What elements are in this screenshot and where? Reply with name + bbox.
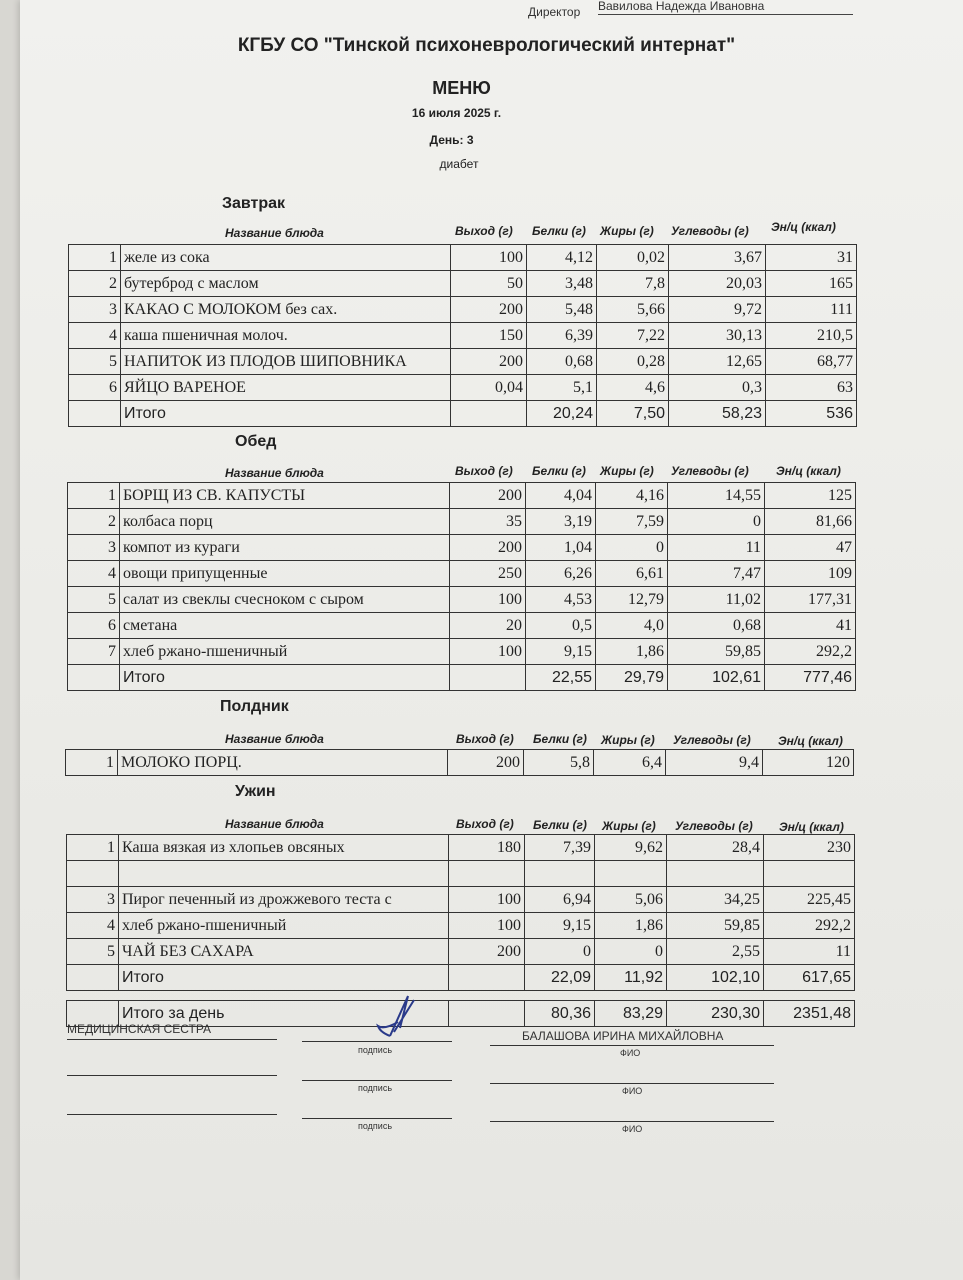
- carbs-value: 0,3: [669, 375, 766, 401]
- carbs-value: 34,25: [667, 887, 764, 913]
- sign-caption: подпись: [358, 1121, 393, 1131]
- page-title: МЕНЮ: [432, 78, 491, 98]
- carbs-total: 102,10: [667, 965, 764, 991]
- carbs-value: 9,72: [669, 297, 766, 323]
- energy-value: 292,2: [764, 913, 855, 939]
- energy-value: 81,66: [765, 509, 856, 535]
- protein-value: 0,68: [527, 349, 597, 375]
- table-row: [69, 245, 857, 271]
- dish-name: [119, 861, 449, 887]
- energy-value: 177,31: [765, 587, 856, 613]
- row-number: 5: [67, 939, 119, 965]
- dish-name: сметана: [120, 613, 450, 639]
- col-fat: Жиры (г): [600, 224, 654, 238]
- col-energy: Эн/ц (ккал): [779, 820, 844, 834]
- col-protein: Белки (г): [532, 224, 586, 238]
- row-number: 1: [66, 750, 118, 776]
- col-name: Название блюда: [225, 226, 324, 240]
- protein-value: 6,94: [525, 887, 595, 913]
- energy-value: 63: [766, 375, 857, 401]
- signature-line: [490, 1045, 774, 1046]
- row-number: 7: [68, 639, 120, 665]
- fat-value: [595, 861, 667, 887]
- energy-value: 125: [765, 483, 856, 509]
- protein-total: 80,36: [525, 1001, 595, 1027]
- energy-value: 225,45: [764, 887, 855, 913]
- snack-table: [65, 749, 854, 776]
- energy-value: 109: [765, 561, 856, 587]
- protein-value: 3,19: [526, 509, 596, 535]
- total-label: Итого: [119, 965, 449, 991]
- carbs-value: 12,65: [669, 349, 766, 375]
- fat-total: 83,29: [595, 1001, 667, 1027]
- row-number: 4: [68, 561, 120, 587]
- output-value: 100: [449, 913, 525, 939]
- total-row: [69, 401, 857, 427]
- table-row: [69, 271, 857, 297]
- carbs-value: 0: [668, 509, 765, 535]
- dish-name: овощи припущенные: [120, 561, 450, 587]
- output-value: 100: [451, 245, 527, 271]
- table-row: [66, 750, 854, 776]
- dish-name: салат из свеклы счесноком с сыром: [120, 587, 450, 613]
- col-output: Выход (г): [456, 732, 514, 746]
- carbs-value: 7,47: [668, 561, 765, 587]
- col-energy: Эн/ц (ккал): [771, 220, 836, 234]
- protein-value: 4,53: [526, 587, 596, 613]
- table-row: [68, 639, 856, 665]
- carbs-total: 102,61: [668, 665, 765, 691]
- protein-value: 9,15: [525, 913, 595, 939]
- row-number: [69, 401, 121, 427]
- row-number: 6: [69, 375, 121, 401]
- row-number: 1: [68, 483, 120, 509]
- carbs-value: 30,13: [669, 323, 766, 349]
- col-name: Название блюда: [225, 732, 324, 746]
- protein-value: 9,15: [526, 639, 596, 665]
- row-number: 2: [68, 509, 120, 535]
- dinner-column-headers: [0, 815, 963, 834]
- dish-name: БОРЩ ИЗ СВ. КАПУСТЫ: [120, 483, 450, 509]
- protein-value: 6,26: [526, 561, 596, 587]
- row-number: 2: [69, 271, 121, 297]
- output-value: [449, 965, 525, 991]
- row-number: 4: [67, 913, 119, 939]
- fat-value: 12,79: [596, 587, 668, 613]
- dish-name: Каша вязкая из хлопьев овсяных: [119, 835, 449, 861]
- dish-name: НАПИТОК ИЗ ПЛОДОВ ШИПОВНИКА: [121, 349, 451, 375]
- output-value: 250: [450, 561, 526, 587]
- row-number: 4: [69, 323, 121, 349]
- fat-value: 1,86: [596, 639, 668, 665]
- dish-name: ЯЙЦО ВАРЕНОЕ: [121, 375, 451, 401]
- col-protein: Белки (г): [533, 732, 587, 746]
- energy-value: 11: [764, 939, 855, 965]
- snack-column-headers: [0, 730, 963, 746]
- signature-line: [490, 1083, 774, 1084]
- dinner-table: [66, 834, 855, 991]
- diet-label: диабет: [439, 157, 479, 171]
- table-row: [69, 297, 857, 323]
- output-value: 200: [451, 297, 527, 323]
- col-output: Выход (г): [455, 224, 513, 238]
- fat-value: 5,66: [597, 297, 669, 323]
- breakfast-column-headers: [0, 220, 963, 240]
- fat-value: 5,06: [595, 887, 667, 913]
- snack-title: Полдник: [220, 698, 289, 715]
- carbs-total: 58,23: [669, 401, 766, 427]
- fio-caption: ФИО: [622, 1124, 643, 1134]
- dish-name: КАКАО С МОЛОКОМ без сах.: [121, 297, 451, 323]
- breakfast-title: Завтрак: [222, 195, 286, 212]
- table-row: [68, 483, 856, 509]
- dish-name: МОЛОКО ПОРЦ.: [118, 750, 448, 776]
- signature-line: [302, 1041, 452, 1042]
- carbs-value: 59,85: [668, 639, 765, 665]
- signature-line: [490, 1121, 774, 1122]
- dish-name: колбаса порц: [120, 509, 450, 535]
- output-value: 100: [449, 887, 525, 913]
- carbs-value: 3,67: [669, 245, 766, 271]
- dish-name: хлеб ржано-пшеничный: [120, 639, 450, 665]
- output-value: [449, 1001, 525, 1027]
- output-value: 200: [450, 483, 526, 509]
- output-value: 20: [450, 613, 526, 639]
- energy-value: 111: [766, 297, 857, 323]
- col-name: Название блюда: [225, 817, 324, 831]
- fat-value: 0: [595, 939, 667, 965]
- sign-caption: подпись: [358, 1045, 393, 1055]
- protein-value: 3,48: [527, 271, 597, 297]
- col-output: Выход (г): [455, 464, 513, 478]
- col-protein: Белки (г): [533, 818, 587, 832]
- col-carbs: Углеводы (г): [675, 819, 753, 833]
- fat-value: 9,62: [595, 835, 667, 861]
- carbs-value: 11,02: [668, 587, 765, 613]
- row-number: 3: [67, 887, 119, 913]
- table-row: [67, 861, 855, 887]
- day-total-label: Итого за день: [119, 1001, 449, 1027]
- col-carbs: Углеводы (г): [673, 733, 751, 747]
- protein-value: 4,04: [526, 483, 596, 509]
- carbs-value: 20,03: [669, 271, 766, 297]
- signature-line: [67, 1039, 277, 1040]
- organization-title: КГБУ СО "Тинской психоневрологический интернат": [237, 35, 736, 56]
- fat-value: 0,28: [597, 349, 669, 375]
- protein-value: 5,8: [524, 750, 594, 776]
- energy-total: 617,65: [764, 965, 855, 991]
- protein-value: 0,5: [526, 613, 596, 639]
- protein-value: 7,39: [525, 835, 595, 861]
- nurse-name: БАЛАШОВА ИРИНА МИХАЙЛОВНА: [522, 1029, 724, 1043]
- protein-total: 22,09: [525, 965, 595, 991]
- carbs-total: 230,30: [667, 1001, 764, 1027]
- lunch-title: Обед: [235, 433, 277, 450]
- handwritten-signature: [370, 992, 430, 1042]
- output-value: 150: [451, 323, 527, 349]
- row-number: 3: [69, 297, 121, 323]
- energy-value: 31: [766, 245, 857, 271]
- table-row: [67, 887, 855, 913]
- energy-total: 536: [766, 401, 857, 427]
- col-fat: Жиры (г): [600, 464, 654, 478]
- output-value: [450, 665, 526, 691]
- output-value: 200: [449, 939, 525, 965]
- protein-value: 1,04: [526, 535, 596, 561]
- energy-value: 210,5: [766, 323, 857, 349]
- protein-value: [525, 861, 595, 887]
- signature-line: [67, 1114, 277, 1115]
- fat-value: 4,16: [596, 483, 668, 509]
- lunch-column-headers: [0, 464, 963, 480]
- row-number: 5: [68, 587, 120, 613]
- table-row: [68, 561, 856, 587]
- fat-value: 1,86: [595, 913, 667, 939]
- protein-value: 5,1: [527, 375, 597, 401]
- energy-total: 2351,48: [764, 1001, 855, 1027]
- fat-value: 7,59: [596, 509, 668, 535]
- col-energy: Эн/ц (ккал): [776, 464, 841, 478]
- table-row: [68, 587, 856, 613]
- protein-total: 22,55: [526, 665, 596, 691]
- col-carbs: Углеводы (г): [671, 464, 749, 478]
- fat-value: 0,02: [597, 245, 669, 271]
- output-value: 200: [451, 349, 527, 375]
- energy-total: 777,46: [765, 665, 856, 691]
- table-row: [69, 323, 857, 349]
- row-number: 5: [69, 349, 121, 375]
- energy-value: 120: [763, 750, 854, 776]
- table-row: [68, 535, 856, 561]
- output-value: 200: [448, 750, 524, 776]
- output-value: 100: [450, 639, 526, 665]
- row-number: 3: [68, 535, 120, 561]
- output-value: 200: [450, 535, 526, 561]
- row-number: [68, 665, 120, 691]
- output-value: 180: [449, 835, 525, 861]
- table-row: [69, 375, 857, 401]
- carbs-value: 14,55: [668, 483, 765, 509]
- carbs-value: 59,85: [667, 913, 764, 939]
- carbs-value: 9,4: [666, 750, 763, 776]
- dish-name: ЧАЙ БЕЗ САХАРА: [119, 939, 449, 965]
- output-value: 0,04: [451, 375, 527, 401]
- carbs-value: 11: [668, 535, 765, 561]
- table-row: [68, 613, 856, 639]
- fat-value: 7,8: [597, 271, 669, 297]
- table-row: [69, 349, 857, 375]
- protein-total: 20,24: [527, 401, 597, 427]
- dish-name: желе из сока: [121, 245, 451, 271]
- fat-total: 7,50: [597, 401, 669, 427]
- menu-date: 16 июля 2025 г.: [411, 106, 502, 120]
- output-value: 50: [451, 271, 527, 297]
- director-name: Вавилова Надежда Ивановна: [598, 0, 853, 15]
- energy-value: 165: [766, 271, 857, 297]
- table-row: [67, 939, 855, 965]
- col-energy: Эн/ц (ккал): [778, 734, 843, 748]
- table-row: [67, 835, 855, 861]
- fat-total: 11,92: [595, 965, 667, 991]
- carbs-value: [667, 861, 764, 887]
- col-name: Название блюда: [225, 466, 324, 480]
- signature-line: [67, 1075, 277, 1076]
- dish-name: бутерброд с маслом: [121, 271, 451, 297]
- lunch-table: [67, 482, 856, 691]
- protein-value: 0: [525, 939, 595, 965]
- signature-line: [302, 1118, 452, 1119]
- carbs-value: 28,4: [667, 835, 764, 861]
- fat-value: 6,61: [596, 561, 668, 587]
- col-carbs: Углеводы (г): [671, 224, 749, 238]
- fat-value: 4,6: [597, 375, 669, 401]
- energy-value: 68,77: [766, 349, 857, 375]
- col-output: Выход (г): [456, 817, 514, 831]
- energy-value: 41: [765, 613, 856, 639]
- col-fat: Жиры (г): [601, 733, 655, 747]
- table-row: [67, 913, 855, 939]
- output-value: 100: [450, 587, 526, 613]
- dish-name: хлеб ржано-пшеничный: [119, 913, 449, 939]
- dish-name: компот из кураги: [120, 535, 450, 561]
- carbs-value: 2,55: [667, 939, 764, 965]
- dish-name: каша пшеничная молоч.: [121, 323, 451, 349]
- carbs-value: 0,68: [668, 613, 765, 639]
- fat-value: 4,0: [596, 613, 668, 639]
- total-row: [68, 665, 856, 691]
- signature-line: [302, 1080, 452, 1081]
- nurse-label: МЕДИЦИНСКАЯ СЕСТРА: [67, 1022, 212, 1036]
- director-label: Директор: [528, 5, 581, 19]
- output-value: [451, 401, 527, 427]
- row-number: 1: [69, 245, 121, 271]
- col-protein: Белки (г): [532, 464, 586, 478]
- fat-value: 0: [596, 535, 668, 561]
- energy-value: 47: [765, 535, 856, 561]
- total-label: Итого: [120, 665, 450, 691]
- protein-value: 5,48: [527, 297, 597, 323]
- fio-caption: ФИО: [622, 1086, 643, 1096]
- row-number: 1: [67, 835, 119, 861]
- fio-caption: ФИО: [620, 1048, 641, 1058]
- protein-value: 4,12: [527, 245, 597, 271]
- dish-name: Пирог печенный из дрожжевого теста с: [119, 887, 449, 913]
- energy-value: 292,2: [765, 639, 856, 665]
- total-label: Итого: [121, 401, 451, 427]
- output-value: 35: [450, 509, 526, 535]
- row-number: 6: [68, 613, 120, 639]
- row-number: [67, 965, 119, 991]
- table-row: [68, 509, 856, 535]
- menu-day: День: 3: [429, 133, 474, 147]
- sign-caption: подпись: [358, 1083, 393, 1093]
- protein-value: 6,39: [527, 323, 597, 349]
- output-value: [449, 861, 525, 887]
- col-fat: Жиры (г): [602, 819, 656, 833]
- dinner-title: Ужин: [235, 783, 276, 800]
- fat-value: 7,22: [597, 323, 669, 349]
- total-row: [67, 965, 855, 991]
- fat-total: 29,79: [596, 665, 668, 691]
- energy-value: 230: [764, 835, 855, 861]
- fat-value: 6,4: [594, 750, 666, 776]
- energy-value: [764, 861, 855, 887]
- row-number: [67, 861, 119, 887]
- breakfast-table: [68, 244, 857, 427]
